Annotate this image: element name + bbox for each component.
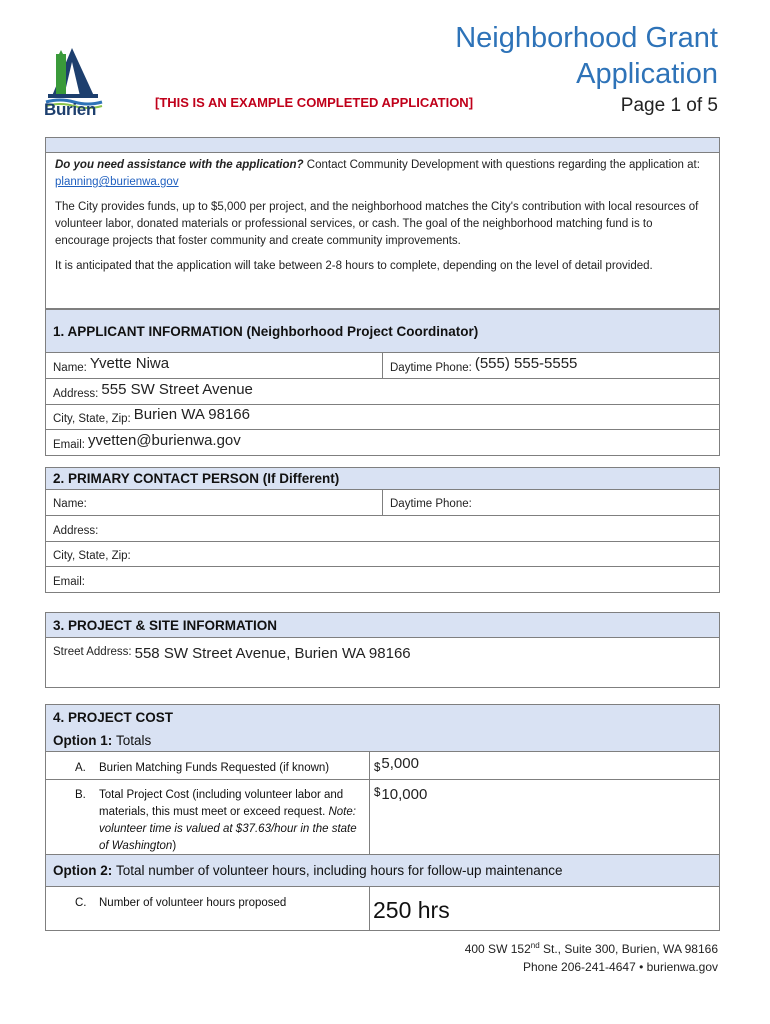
intro-box (45, 137, 720, 309)
contact-phone-label: Daytime Phone: (390, 498, 472, 510)
applicant-phone-value: (555) 555-5555 (474, 355, 578, 372)
applicant-email-row[interactable] (46, 430, 719, 455)
item-c-text: Number of volunteer hours proposed (99, 897, 287, 909)
contact-name-label: Name: (53, 498, 87, 510)
planning-email-link[interactable]: planning@burienwa.gov (55, 176, 179, 188)
contact-email-row[interactable] (46, 567, 719, 592)
street-address-row[interactable] (46, 638, 719, 687)
applicant-address-row[interactable] (46, 379, 719, 405)
project-cost-heading: 4. PROJECT COST (46, 705, 719, 729)
primary-contact-heading: 2. PRIMARY CONTACT PERSON (If Different) (46, 468, 719, 490)
page-footer (465, 937, 718, 976)
footer-address: 400 SW 152nd St., Suite 300, Burien, WA 98166 (464, 941, 718, 956)
applicant-name-cell[interactable] (46, 353, 383, 378)
applicant-address-value: 555 SW Street Avenue (101, 381, 253, 398)
phone-label: Daytime Phone: (390, 362, 472, 374)
intro-text (46, 153, 719, 275)
item-b-currency: $ (374, 787, 381, 799)
applicant-name-row (46, 353, 719, 379)
example-note: [THIS IS AN EXAMPLE COMPLETED APPLICATION] (155, 95, 474, 110)
option2-label: Option 2: (53, 863, 113, 878)
contact-address-label: Address: (53, 525, 99, 537)
contact-city-row[interactable] (46, 542, 719, 567)
item-b-label-cell (46, 780, 370, 854)
applicant-city-row[interactable] (46, 405, 719, 430)
item-b-note: Note: volunteer time is valued at $37.63/hour in the state of Washington (99, 806, 357, 852)
option1-heading (46, 729, 719, 752)
logo-wordmark: Burien (44, 100, 97, 119)
contact-name-cell[interactable] (46, 490, 383, 515)
item-a-value: 5,000 (381, 755, 419, 772)
page-header (0, 0, 770, 130)
email-label: Email: (53, 439, 85, 451)
footer-contact: Phone 206-241-4647 • burienwa.gov (522, 960, 718, 974)
project-cost-section (45, 704, 720, 931)
item-a-label-cell (46, 752, 370, 779)
item-a-row (46, 752, 719, 780)
page-number: Page 1 of 5 (620, 95, 718, 116)
applicant-city-value: Burien WA 98166 (133, 406, 250, 423)
item-b-value-cell[interactable] (370, 780, 719, 854)
item-b-row (46, 780, 719, 855)
title-line-1: Neighborhood Grant (455, 22, 718, 54)
project-site-heading: 3. PROJECT & SITE INFORMATION (46, 613, 719, 638)
contact-email-label: Email: (53, 576, 85, 588)
item-b-text: Total Project Cost (including volunteer labor and materials, this must meet or exceed request. (99, 789, 344, 818)
intro-paragraph-2: The City provides funds, up to $5,000 per project, and the neighborhood matches the City's contribution with local resources of volunteer labor, donated materials or professional services, or cash. The goal of the neighborhood matching fund is to encourage projects that foster community and create community improvements. (55, 201, 699, 247)
contact-phone-cell[interactable] (383, 490, 719, 515)
item-b-close: ) (172, 840, 177, 852)
address-label: Address: (53, 388, 99, 400)
page-title (455, 20, 718, 92)
item-b-description (99, 787, 361, 855)
contact-address-row[interactable] (46, 516, 719, 542)
item-c-value: 250 hrs (373, 897, 450, 923)
contact-city-label: City, State, Zip: (53, 550, 131, 562)
item-c-letter: C. (75, 897, 87, 909)
applicant-email-value: yvetten@burienwa.gov (87, 432, 241, 449)
city-label: City, State, Zip: (53, 413, 131, 425)
applicant-section (45, 309, 720, 456)
item-a-letter: A. (75, 762, 86, 774)
item-b-letter: B. (75, 789, 86, 801)
item-a-value-cell[interactable] (370, 752, 719, 779)
applicant-phone-cell[interactable] (383, 353, 719, 378)
title-line-2: Application (576, 58, 718, 90)
item-a-currency: $ (374, 762, 381, 774)
applicant-heading: 1. APPLICANT INFORMATION (Neighborhood Project Coordinator) (46, 310, 719, 353)
street-label: Street Address: (53, 646, 132, 658)
option1-label: Option 1: (53, 732, 113, 748)
option2-text: Total number of volunteer hours, including hours for follow-up maintenance (116, 863, 563, 878)
option1-text: Totals (116, 732, 152, 748)
option2-heading (46, 855, 719, 887)
item-c-row (46, 887, 719, 930)
item-b-value: 10,000 (381, 786, 428, 803)
intro-paragraph-3: It is anticipated that the application will take between 2-8 hours to complete, depending on the level of detail provided. (55, 260, 653, 272)
item-a-text: Burien Matching Funds Requested (if known) (99, 762, 330, 774)
primary-contact-section (45, 467, 720, 593)
contact-name-row (46, 490, 719, 516)
item-c-value-cell[interactable] (370, 887, 719, 930)
street-address-value: 558 SW Street Avenue, Burien WA 98166 (134, 645, 411, 662)
item-c-label-cell (46, 887, 370, 930)
name-label: Name: (53, 362, 87, 374)
applicant-name-value: Yvette Niwa (89, 355, 170, 372)
assist-question: Do you need assistance with the application? (55, 159, 304, 171)
project-site-section (45, 612, 720, 688)
assist-text: Contact Community Development with questions regarding the application at: (306, 159, 700, 171)
intro-bar (46, 138, 719, 153)
